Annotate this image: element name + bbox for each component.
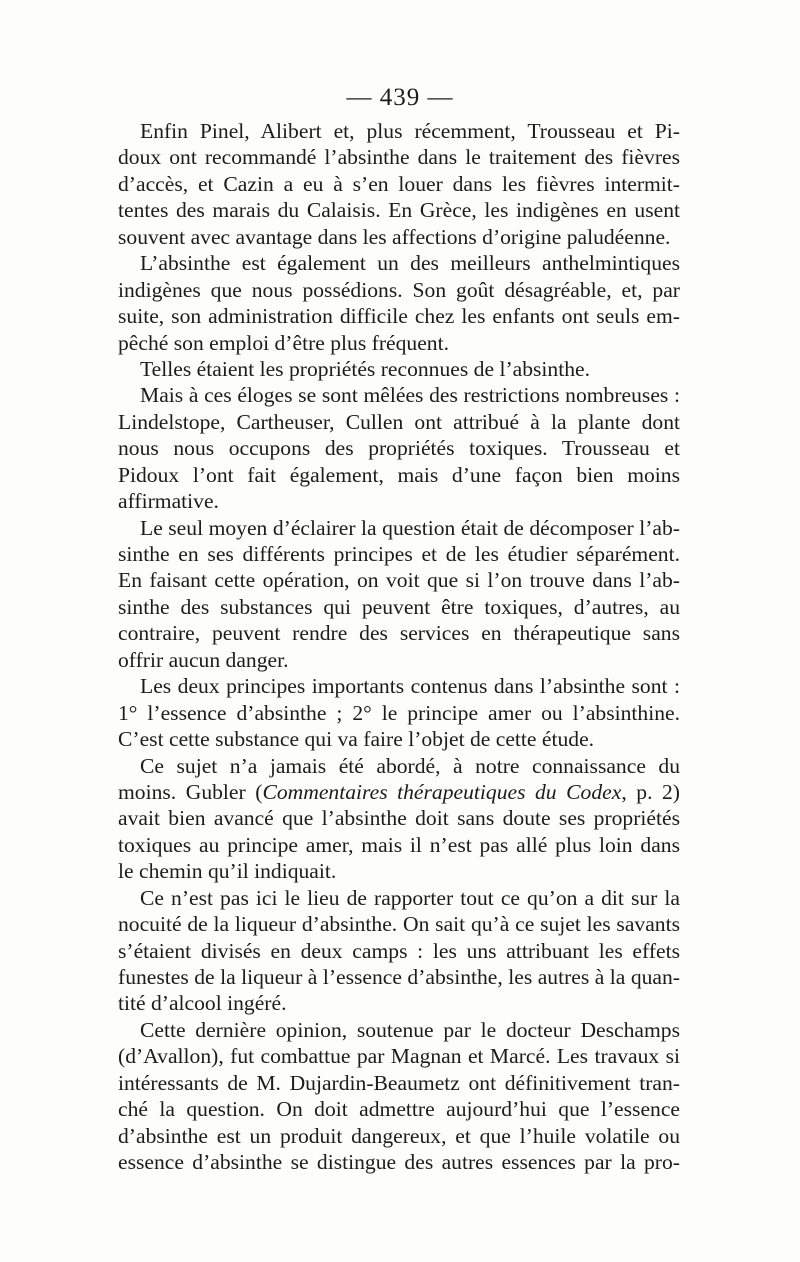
- text-line: [118, 250, 680, 276]
- line-text: d’absinthe est un produit dangereux, et que l’huile volatile ou: [118, 1123, 680, 1148]
- text-line: [118, 594, 680, 620]
- text-line: [118, 541, 680, 567]
- body-text: [118, 118, 680, 1176]
- text-line: [118, 567, 680, 593]
- text-line: [118, 330, 680, 356]
- text-line: [118, 647, 680, 673]
- page-number: — 439 —: [346, 84, 454, 111]
- text-line: [118, 911, 680, 937]
- line-text: En faisant cette opération, on voit que si l’on trouve dans l’ab-: [118, 568, 680, 593]
- line-text: doux ont recommandé l’absinthe dans le traitement des fièvres: [118, 145, 680, 170]
- line-text: Lindelstope, Cartheuser, Cullen ont attribué à la plante dont: [118, 409, 680, 434]
- text-line: [118, 1043, 680, 1069]
- text-line: [118, 938, 680, 964]
- text-line: [118, 1096, 680, 1122]
- text-line: [118, 515, 680, 541]
- line-text: pêché son emploi d’être plus fréquent.: [118, 330, 449, 355]
- line-text: sinthe en ses différents principes et de les étudier séparément.: [118, 542, 680, 566]
- line-text: 1° l’essence d’absinthe ; 2° le principe amer ou l’absinthine.: [118, 700, 680, 725]
- line-text: Ce sujet n’a jamais été abordé, à notre connaissance du: [140, 753, 680, 778]
- text-line: [118, 356, 680, 382]
- text-line: [118, 171, 680, 197]
- text-line: [118, 409, 680, 435]
- line-text: le chemin qu’il indiquait.: [118, 859, 337, 884]
- text-line: [118, 197, 680, 223]
- line-text: sinthe des substances qui peuvent être toxiques, d’autres, au: [118, 594, 680, 619]
- text-line: [118, 1070, 680, 1096]
- line-text: Pidoux l’ont fait également, mais d’une façon bien moins: [118, 462, 680, 487]
- line-text: ché la question. On doit admettre aujourd’hui que l’essence: [118, 1097, 680, 1122]
- text-line: [118, 832, 680, 858]
- text-line: [118, 858, 680, 884]
- text-line: [118, 885, 680, 911]
- line-text: Cette dernière opinion, soutenue par le docteur Deschamps: [140, 1017, 680, 1042]
- text-line: [118, 303, 680, 329]
- text-line: [118, 382, 680, 408]
- line-text: (d’Avallon), fut combattue par Magnan et Marcé. Les travaux si: [118, 1044, 680, 1069]
- line-text: s’étaient divisés en deux camps : les uns attribuant les effets: [118, 938, 680, 963]
- line-text: toxiques au principe amer, mais il n’est pas allé plus loin dans: [118, 832, 680, 857]
- text-line: [118, 990, 680, 1016]
- line-text: Mais à ces éloges se sont mêlées des restrictions nombreuses :: [140, 383, 680, 408]
- line-text: indigènes que nous possédions. Son goût désagréable, et, par: [118, 277, 680, 302]
- text-line: [118, 224, 680, 250]
- text-line: [118, 964, 680, 990]
- text-line: [118, 1123, 680, 1149]
- text-line: [118, 726, 680, 752]
- line-text: affirmative.: [118, 489, 219, 514]
- line-text: Les deux principes importants contenus dans l’absinthe sont :: [140, 674, 680, 699]
- text-line: [118, 1017, 680, 1043]
- line-text: essence d’absinthe se distingue des autres essences par la pro-: [118, 1150, 680, 1175]
- line-text: Enfin Pinel, Alibert et, plus récemment, Trousseau et Pi-: [140, 119, 680, 143]
- line-text: funestes de la liqueur à l’essence d’absinthe, les autres à la quan-: [118, 965, 680, 989]
- text-line: [118, 1149, 680, 1175]
- line-text: offrir aucun danger.: [118, 647, 289, 672]
- italic-title: Commentaires thérapeutiques du Codex: [262, 779, 622, 804]
- line-text: moins. Gubler (: [118, 779, 263, 804]
- text-line: [118, 277, 680, 303]
- line-text: Ce n’est pas ici le lieu de rapporter tout ce qu’on a dit sur la: [140, 885, 680, 910]
- text-line: [118, 753, 680, 779]
- line-text: L’absinthe est également un des meilleurs anthelmintiques: [140, 251, 680, 276]
- line-text: intéressants de M. Dujardin-Beaumetz ont définitivement tran-: [118, 1070, 680, 1095]
- text-line: [118, 462, 680, 488]
- line-text: contraire, peuvent rendre des services en thérapeutique sans: [118, 621, 680, 646]
- text-line: [118, 118, 680, 144]
- line-text: d’accès, et Cazin a eu à s’en louer dans les fièvres intermit-: [118, 171, 680, 196]
- text-line: [118, 488, 680, 514]
- line-text: Le seul moyen d’éclairer la question était de décomposer l’ab-: [140, 515, 680, 540]
- line-text: avait bien avancé que l’absinthe doit sans doute ses propriétés: [118, 806, 680, 831]
- text-line: [118, 435, 680, 461]
- text-line: [118, 700, 680, 726]
- text-line: [118, 144, 680, 170]
- line-text: nocuité de la liqueur d’absinthe. On sait qu’à ce sujet les savants: [118, 912, 680, 937]
- line-text: C’est cette substance qui va faire l’objet de cette étude.: [118, 727, 595, 752]
- line-text: suite, son administration difficile chez les enfants ont seuls em-: [118, 304, 680, 329]
- text-line: [118, 673, 680, 699]
- line-text: tité d’alcool ingéré.: [118, 991, 287, 1016]
- line-text: tentes des marais du Calaisis. En Grèce, les indigènes en usent: [118, 198, 680, 223]
- line-text: souvent avec avantage dans les affections d’origine paludéenne.: [118, 224, 671, 249]
- line-text: nous nous occupons des propriétés toxiques. Trousseau et: [118, 436, 680, 461]
- line-text-after: , p. 2): [621, 779, 680, 804]
- text-line: [118, 620, 680, 646]
- text-line: [118, 805, 680, 831]
- line-text: Telles étaient les propriétés reconnues de l’absinthe.: [140, 356, 590, 381]
- text-line: [118, 779, 680, 805]
